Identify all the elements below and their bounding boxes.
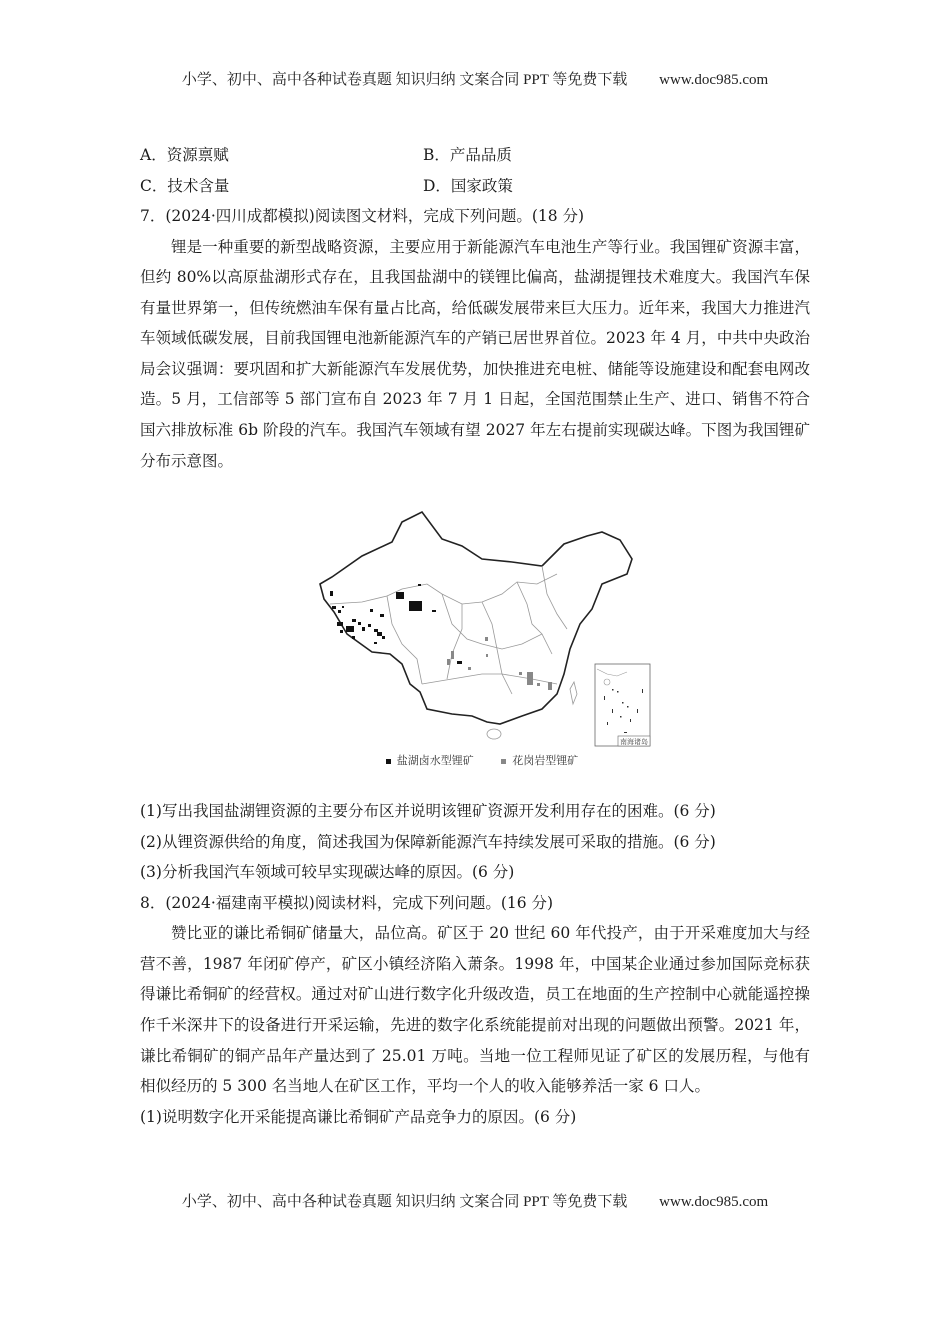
lithium-distribution-map	[302, 484, 662, 784]
footer-text: 小学、初中、高中各种试卷真题 知识归纳 文案合同 PPT 等免费下载	[181, 1194, 628, 1210]
option-a: A．资源禀赋	[140, 146, 229, 164]
page-content	[140, 140, 810, 1132]
page-footer	[0, 1190, 950, 1211]
q7-sub-3: (3)分析我国汽车领域可较早实现碳达峰的原因。(6 分)	[140, 863, 515, 882]
legend-item-granite: 花岗岩型锂矿	[501, 754, 578, 767]
gray-square-icon	[501, 759, 506, 764]
q7-paragraph: 锂是一种重要的新型战略资源，主要应用于新能源汽车电池生产等行业。我国锂矿资源丰富，但约 80%以高原盐湖形式存在，且我国盐湖中的镁锂比偏高，盐湖提锂技术难度大。我国汽车保有量世界第一，但传统燃油车保有量占比高，给低碳发展带来巨大压力。近年来，我国大力推进汽车领域低碳发展，目前我国锂电池新能源汽车的产销已居世界首位。2023 年 4 月，中共中央政治局会议强调：要巩固和扩大新能源汽车发展优势，加快推进充电桩、储能等设施建设和配套电网改造。5 月，工信部等 5 部门宣布自 2023 年 7 月 1 日起，全国范围禁止生产、进口、销售不符合国六排放标准 6b 阶段的汽车。我国汽车领域有望 2027 年左右提前实现碳达峰。下图为我国锂矿分布示意图。	[140, 237, 810, 470]
option-c: C．技术含量	[140, 176, 230, 195]
q8-title: 8．(2024·福建南平模拟)阅读材料，完成下列问题。(16 分)	[140, 893, 554, 912]
inset-label: 南海诸岛	[620, 738, 648, 747]
option-d: D．国家政策	[423, 176, 513, 195]
q7-sub-1: (1)写出我国盐湖锂资源的主要分布区并说明该锂矿资源开发利用存在的困难。(6 分)	[140, 802, 716, 821]
option-b: B．产品品质	[423, 146, 512, 164]
q7-title: 7．(2024·四川成都模拟)阅读图文材料，完成下列问题。(18 分)	[140, 207, 585, 225]
legend-item-salt-lake: 盐湖卤水型锂矿	[386, 754, 478, 767]
options-row-1	[140, 140, 810, 171]
china-map-figure	[302, 484, 662, 749]
q7-sub-2: (2)从锂资源供给的角度，简述我国为保障新能源汽车持续发展可采取的措施。(6 分)	[140, 832, 716, 851]
options-row-2	[140, 171, 810, 202]
footer-url[interactable]: www.doc985.com	[659, 1194, 769, 1210]
page-header	[0, 68, 950, 89]
q8-paragraph: 赞比亚的谦比希铜矿储量大，品位高。矿区于 20 世纪 60 年代投产，由于开采难度加大与经营不善，1987 年闭矿停产，矿区小镇经济陷入萧条。1998 年，中国某企业通过参加国际竞标获得谦比希铜矿的经营权。通过对矿山进行数字化升级改造，员工在地面的生产控制中心就能遥控操作千米深井下的设备进行开采运输，先进的数字化系统能提前对出现的问题做出预警。2021 年，谦比希铜矿的铜产品年产量达到了 25.01 万吨。当地一位工程师见证了矿区的发展历程，与他有相似经历的 5 300 名当地人在矿区工作，平均一个人的收入能够养活一家 6 口人。	[140, 924, 810, 1096]
q7-questions	[140, 796, 810, 888]
header-text: 小学、初中、高中各种试卷真题 知识归纳 文案合同 PPT 等免费下载	[181, 72, 628, 88]
salt-lake-deposits	[330, 584, 462, 664]
header-url[interactable]: www.doc985.com	[659, 72, 769, 88]
black-square-icon	[386, 759, 391, 764]
q8-sub-1: (1)说明数字化开采能提高谦比希铜矿产品竞争力的原因。(6 分)	[140, 1107, 577, 1126]
map-legend	[302, 752, 662, 768]
south-china-sea-inset	[595, 664, 650, 746]
